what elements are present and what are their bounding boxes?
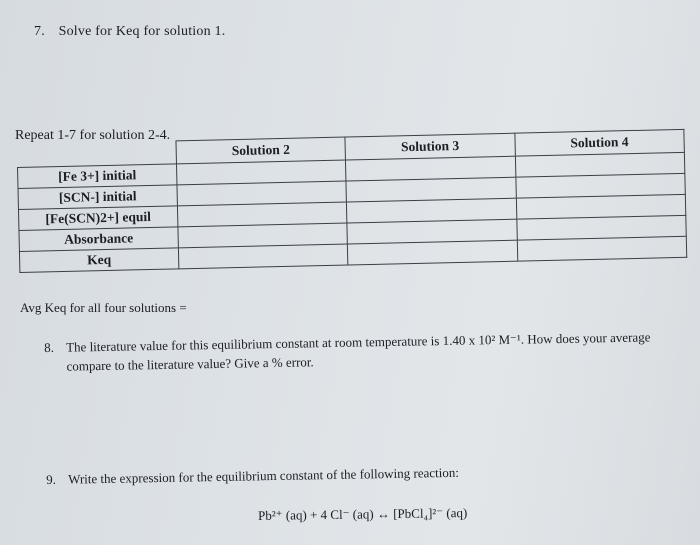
question-9 (46, 465, 459, 488)
cell-keq-solution-2[interactable] (178, 244, 348, 269)
solutions-table (16, 129, 687, 273)
row-label-scn-initial: [SCN-] initial (18, 185, 177, 210)
question-9-text: Write the expression for the equilibrium constant of the following reaction: (67, 464, 460, 487)
header-solution-3: Solution 3 (345, 133, 515, 160)
row-label-fe-initial: [Fe 3+] initial (18, 164, 177, 189)
row-label-fescn-equil: [Fe(SCN)2+] equil (18, 206, 177, 231)
header-solution-4: Solution 4 (515, 129, 685, 156)
repeat-instruction: Repeat 1-7 for solution 2-4. (15, 128, 171, 143)
reaction-equation: Pb²⁺ (aq) + 4 Cl⁻ (aq) ↔ [PbCl₄]²⁻ (aq) (258, 505, 468, 523)
cell-keq-solution-4[interactable] (517, 236, 687, 261)
question-8-line-2: compare to the literature value? Give a % error. (66, 354, 314, 374)
avg-keq-line: Avg Keq for all four solutions = (20, 300, 187, 315)
row-label-keq: Keq (19, 248, 178, 273)
solutions-table-wrapper (16, 107, 687, 282)
question-8-line-1: The literature value for this equilibrium constant at room temperature is 1.40 x 10² M⁻¹. How does your average (66, 329, 651, 355)
row-label-absorbance: Absorbance (19, 227, 178, 252)
question-8-number: 8. (44, 339, 55, 355)
question-7-number: 7. (34, 24, 45, 39)
cell-keq-solution-3[interactable] (348, 240, 518, 265)
question-7 (34, 24, 225, 40)
question-9-number: 9. (46, 471, 57, 487)
header-solution-2: Solution 2 (176, 137, 346, 164)
question-8 (44, 327, 695, 376)
question-7-text: Solve for Keq for solution 1. (58, 24, 226, 39)
